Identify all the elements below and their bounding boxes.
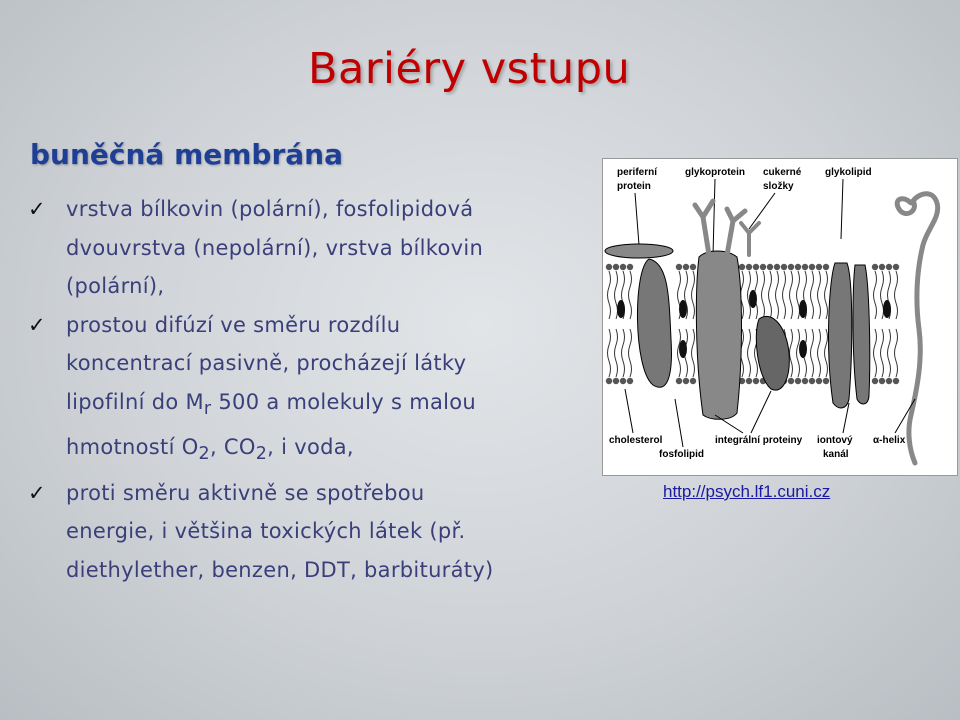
label-ion-channel-2: kanál — [823, 449, 849, 460]
bullet-line: vrstva bílkovin (polární), fosfolipidová — [66, 197, 474, 221]
bullet-item-passive-diffusion — [28, 306, 598, 474]
lipid-tail — [888, 329, 891, 377]
lipid-head — [620, 378, 626, 384]
lipid-head — [627, 378, 633, 384]
lipid-head — [816, 264, 822, 270]
lipid-head — [676, 264, 682, 270]
lipid-tail — [692, 271, 695, 319]
label-ion-channel: iontový — [817, 435, 853, 446]
bullet-line: energie, i většina toxických látek (př. — [66, 519, 466, 544]
lipid-tail — [881, 271, 884, 319]
label-peripheral-protein-2: protein — [617, 181, 651, 192]
lipid-tail — [797, 329, 800, 377]
lipid-head — [872, 378, 878, 384]
cholesterol-molecule — [799, 340, 807, 358]
lipid-head — [788, 264, 794, 270]
label-alpha-helix: α-helix — [873, 435, 906, 446]
lipid-tail — [811, 271, 814, 319]
bullet-line: (polární), — [66, 274, 165, 298]
lipid-head — [802, 378, 808, 384]
membrane-diagram — [603, 159, 957, 475]
checkmark-icon: ✓ — [28, 312, 46, 337]
lipid-head — [886, 264, 892, 270]
lipid-head — [872, 264, 878, 270]
peripheral-protein-shape — [605, 244, 673, 258]
cholesterol-molecule — [679, 300, 687, 318]
lipid-tail — [825, 329, 828, 377]
bullet-item-active-transport — [28, 474, 598, 590]
text-fragment: , i voda, — [267, 435, 354, 460]
ion-channel-right — [853, 265, 870, 404]
cholesterol-molecule — [749, 290, 757, 308]
cholesterol-molecule — [883, 300, 891, 318]
lipid-head — [676, 378, 682, 384]
lipid-head — [893, 378, 899, 384]
lipid-tail — [769, 271, 772, 319]
lipid-head — [795, 378, 801, 384]
label-cholesterol: cholesterol — [609, 435, 663, 446]
label-sugar-2: složky — [763, 181, 794, 192]
lipid-head — [683, 378, 689, 384]
lipid-head — [879, 378, 885, 384]
bullet-line: dvouvrstva (nepolární), vrstva bílkovin — [66, 235, 484, 260]
lipid-tail — [615, 329, 618, 377]
label-sugar: cukerné — [763, 167, 802, 178]
lipid-head — [613, 264, 619, 270]
lipid-head — [823, 264, 829, 270]
bullet-line: koncentrací pasivně, procházejí látky — [66, 351, 467, 375]
lipid-head — [739, 264, 745, 270]
lipid-head — [802, 264, 808, 270]
label-integral-proteins: integrální proteiny — [715, 435, 803, 446]
lipid-head — [774, 264, 780, 270]
glycoprotein-branches — [695, 201, 745, 255]
checkmark-icon: ✓ — [28, 197, 46, 221]
lipid-tail — [811, 329, 814, 377]
lipid-head — [627, 264, 633, 270]
text-fragment: hmotností O — [66, 435, 199, 460]
subscript-2: 2 — [255, 444, 268, 465]
bullet-line: prostou difúzí ve směru rozdílu — [66, 312, 401, 337]
label-glycolipid: glykolipid — [825, 167, 872, 178]
lipid-head — [746, 264, 752, 270]
lipid-tail — [783, 271, 786, 319]
lipid-tail — [692, 329, 695, 377]
integral-protein-left — [637, 259, 671, 387]
lipid-head — [816, 378, 822, 384]
lipid-head — [879, 264, 885, 270]
label-peripheral-protein: periferní — [617, 167, 658, 178]
subscript-2: 2 — [198, 444, 210, 465]
lipid-tail — [874, 271, 877, 319]
lipid-tail — [762, 271, 765, 319]
lipid-head — [781, 264, 787, 270]
lipid-tail — [629, 271, 632, 319]
lipid-tail — [629, 329, 632, 377]
bullet-line-gases — [66, 428, 598, 474]
lipid-head — [683, 264, 689, 270]
lipid-tail — [818, 271, 821, 319]
lipid-tail — [608, 271, 611, 319]
checkmark-icon: ✓ — [28, 480, 46, 505]
section-heading: buněčná membrána — [30, 138, 343, 171]
lipid-head — [760, 264, 766, 270]
lipid-head — [809, 264, 815, 270]
slide-title: Bariéry vstupu — [308, 44, 631, 94]
lipid-head — [613, 378, 619, 384]
lipid-tail — [608, 329, 611, 377]
alpha-helix-shape — [897, 194, 938, 463]
lipid-head — [886, 378, 892, 384]
lipid-head — [746, 378, 752, 384]
lipid-tail — [895, 329, 898, 377]
lipid-tail — [874, 329, 877, 377]
lipid-head — [606, 378, 612, 384]
lipid-tail — [776, 271, 779, 319]
text-fragment: lipofilní do M — [66, 389, 204, 414]
lipid-head — [620, 264, 626, 270]
membrane-figure — [602, 158, 958, 476]
lipid-tail — [895, 271, 898, 319]
lipid-tail — [790, 329, 793, 377]
lipid-head — [753, 378, 759, 384]
lipid-tail — [825, 271, 828, 319]
lipid-head — [893, 264, 899, 270]
cholesterol-molecule — [617, 300, 625, 318]
lipid-tail — [790, 271, 793, 319]
label-phospholipid: fosfolipid — [659, 449, 704, 460]
lipid-tail — [881, 329, 884, 377]
lipid-head — [788, 378, 794, 384]
label-glycoprotein: glykoprotein — [685, 167, 746, 178]
source-link[interactable]: http://psych.lf1.cuni.cz — [663, 482, 831, 501]
cholesterol-molecule — [679, 340, 687, 358]
bullet-list — [28, 190, 598, 589]
lipid-head — [690, 378, 696, 384]
bullet-item-membrane-layers — [28, 190, 598, 306]
lipid-head — [823, 378, 829, 384]
lipid-head — [753, 264, 759, 270]
lipid-tail — [615, 271, 618, 319]
lipid-head — [795, 264, 801, 270]
lipid-tail — [748, 329, 751, 377]
bullet-line: proti směru aktivně se spotřebou — [66, 480, 425, 505]
subscript-r: r — [203, 398, 212, 419]
lipid-head — [606, 264, 612, 270]
lipid-tail — [622, 329, 625, 377]
text-fragment: , CO — [209, 435, 256, 460]
lipid-head — [690, 264, 696, 270]
glycoprotein-shape — [696, 251, 741, 419]
lipid-tail — [818, 329, 821, 377]
lipid-tail — [797, 271, 800, 319]
bullet-line-molar-mass — [66, 383, 598, 429]
text-fragment: 500 a molekuly s malou — [211, 389, 477, 414]
bullet-line: diethylether, benzen, DDT, barbituráty) — [66, 557, 494, 582]
ion-channel-left — [829, 263, 852, 408]
lipid-head — [767, 264, 773, 270]
cholesterol-molecule — [799, 300, 807, 318]
lipid-head — [809, 378, 815, 384]
